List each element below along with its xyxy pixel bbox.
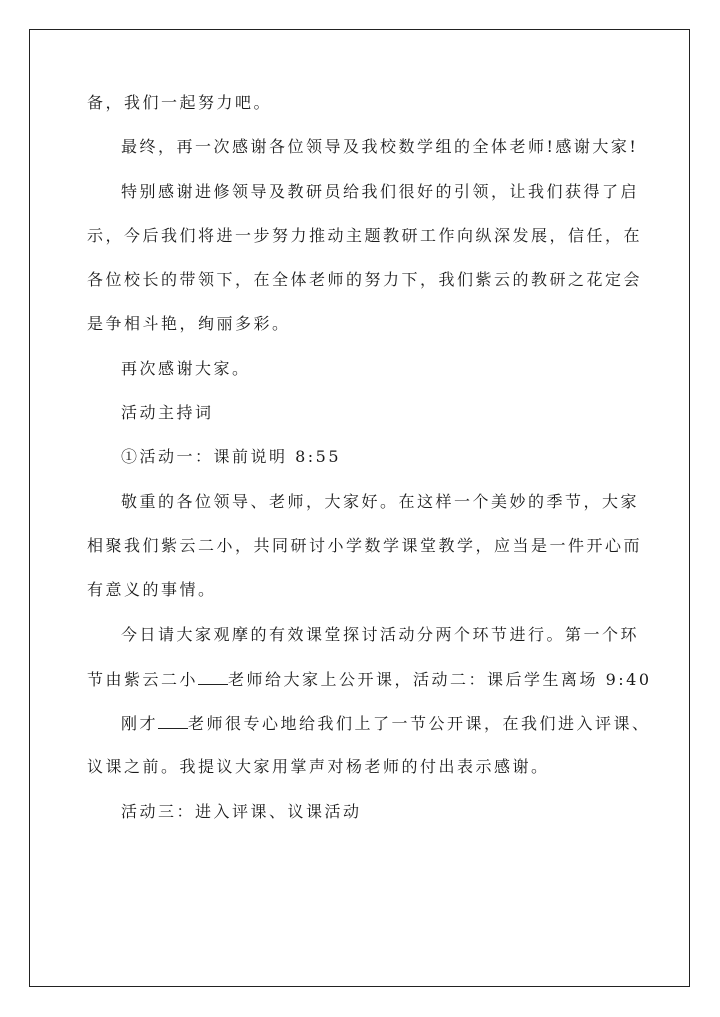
text-line: 议课之前。我提议大家用掌声对杨老师的付出表示感谢。 bbox=[87, 757, 550, 777]
document-body bbox=[87, 93, 652, 848]
text-line: 备，我们一起努力吧。 bbox=[87, 93, 273, 112]
text-line bbox=[87, 669, 652, 689]
activity-heading: 活动三：进入评课、议课活动 bbox=[121, 801, 362, 821]
text-line: 今日请大家观摩的有效课堂探讨活动分两个环节进行。第一个环 bbox=[121, 624, 640, 644]
text-line: 各位校长的带领下，在全体老师的努力下，我们紫云的教研之花定会 bbox=[87, 270, 643, 290]
text-line: 特别感谢进修领导及教研员给我们很好的引领，让我们获得了启 bbox=[121, 181, 640, 201]
section-heading: 活动主持词 bbox=[121, 403, 214, 423]
text-segment: 刚才 bbox=[121, 714, 159, 734]
fill-in-blank bbox=[198, 671, 228, 685]
text-line: 是争相斗艳，绚丽多彩。 bbox=[87, 314, 291, 334]
text-line: 最终，再一次感谢各位领导及我校数学组的全体老师!感谢大家! bbox=[121, 137, 639, 157]
text-line: 敬重的各位领导、老师，大家好。在这样一个美妙的季节，大家 bbox=[121, 491, 640, 511]
text-segment: 老师给大家上公开课，活动二：课后学生离场 9:40 bbox=[228, 669, 652, 689]
text-line: 再次感谢大家。 bbox=[121, 358, 251, 378]
text-segment: 节由紫云二小 bbox=[87, 669, 199, 689]
text-segment: 老师很专心地给我们上了一节公开课，在我们进入评课、 bbox=[188, 714, 651, 734]
text-line bbox=[87, 714, 651, 734]
activity-heading: ①活动一：课前说明 8:55 bbox=[121, 447, 342, 467]
fill-in-blank bbox=[158, 715, 188, 729]
text-line: 有意义的事情。 bbox=[87, 580, 217, 600]
text-line: 示，今后我们将进一步努力推动主题教研工作向纵深发展，信任，在 bbox=[87, 225, 643, 245]
text-line: 相聚我们紫云二小，共同研讨小学数学课堂教学，应当是一件开心而 bbox=[87, 535, 643, 555]
